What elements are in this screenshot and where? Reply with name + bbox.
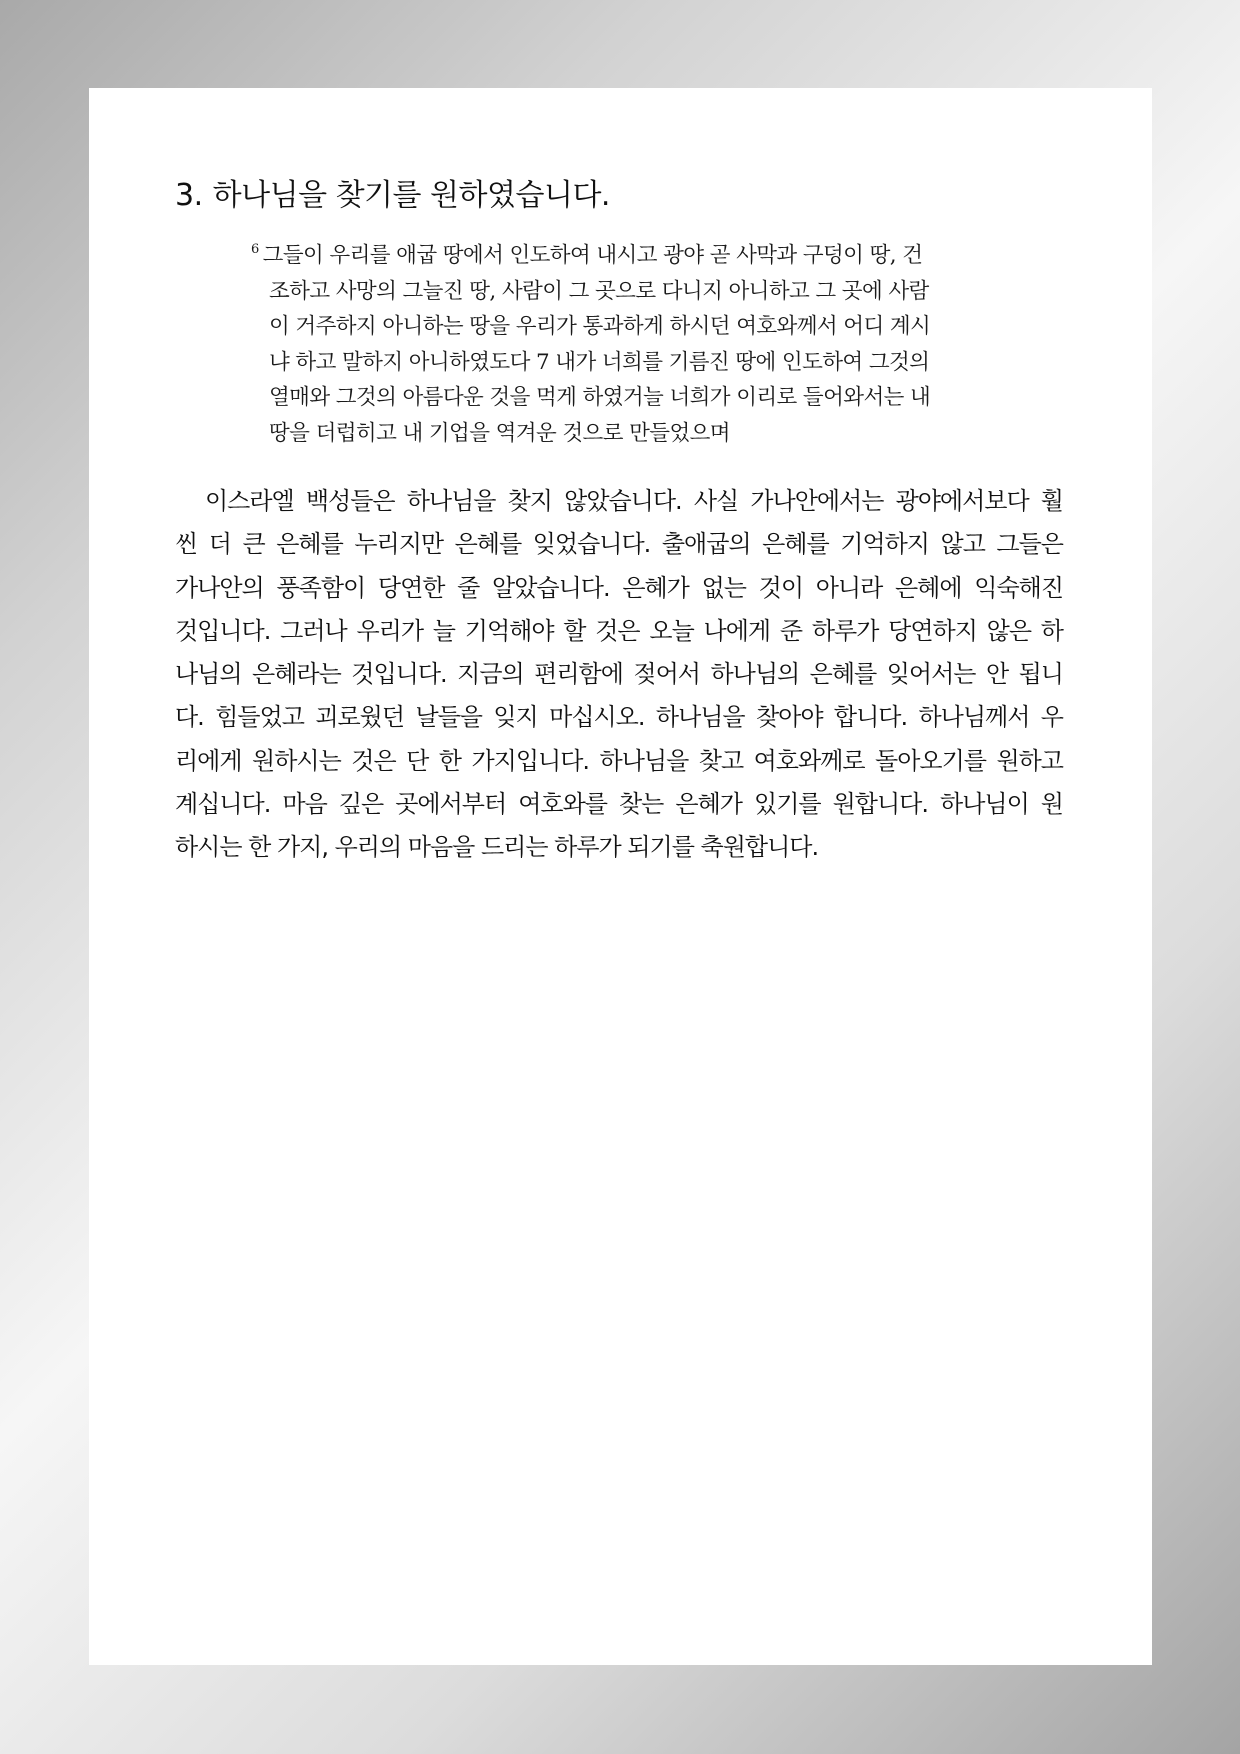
scripture-quote [251, 232, 1086, 452]
document-page [89, 88, 1152, 1665]
verse-number: 6 [251, 242, 259, 257]
quote-line: 열매와 그것의 아름다운 것을 먹게 하였거늘 너희가 이리로 들어와서는 내 [269, 385, 931, 411]
body-line: 것입니다. 그러나 우리가 늘 기억해야 할 것은 오늘 나에게 준 하루가 당연하지 않은 하 [175, 616, 1063, 645]
quote-line: 조하고 사망의 그늘진 땅, 사람이 그 곳으로 다니지 아니하고 그 곳에 사람 [269, 278, 929, 304]
body-line: 리에게 원하시는 것은 단 한 가지입니다. 하나님을 찾고 여호와께로 돌아오기를 원하고 [175, 746, 1063, 775]
body-line: 씬 더 큰 은혜를 누리지만 은혜를 잊었습니다. 출애굽의 은혜를 기억하지 않고 그들은 [175, 530, 1063, 559]
section-number: 3. [175, 178, 203, 213]
quote-line [251, 232, 1086, 274]
body-line: 가나안의 풍족함이 당연한 줄 알았습니다. 은혜가 없는 것이 아니라 은혜에 익숙해진 [175, 573, 1063, 602]
quote-line-text: 그들이 우리를 애굽 땅에서 인도하여 내시고 광야 곧 사막과 구덩이 땅, 건 [262, 243, 923, 268]
body-line: 나님의 은혜라는 것입니다. 지금의 편리함에 젖어서 하나님의 은혜를 잊어서는 안 됩니 [175, 660, 1063, 689]
body-paragraph [175, 480, 1063, 870]
section-title: 하나님을 찾기를 원하였습니다. [212, 178, 610, 213]
body-line: 이스라엘 백성들은 하나님을 찾지 않았습니다. 사실 가나안에서는 광야에서보다 훨 [205, 487, 1063, 515]
body-line: 다. 힘들었고 괴로웠던 날들을 잊지 마십시오. 하나님을 찾아야 합니다. 하나님께서 우 [175, 703, 1063, 732]
body-line: 하시는 한 가지, 우리의 마음을 드리는 하루가 되기를 축원합니다. [175, 833, 819, 862]
section-heading [175, 170, 610, 214]
quote-line: 이 거주하지 아니하는 땅을 우리가 통과하게 하시던 여호와께서 어디 계시 [269, 314, 931, 340]
quote-line: 냐 하고 말하지 아니하였도다 7 내가 너희를 기름진 땅에 인도하여 그것의 [269, 349, 930, 375]
quote-line: 땅을 더럽히고 내 기업을 역겨운 것으로 만들었으며 [269, 420, 730, 446]
body-line: 계십니다. 마음 깊은 곳에서부터 여호와를 찾는 은혜가 있기를 원합니다. 하나님이 원 [175, 790, 1063, 819]
